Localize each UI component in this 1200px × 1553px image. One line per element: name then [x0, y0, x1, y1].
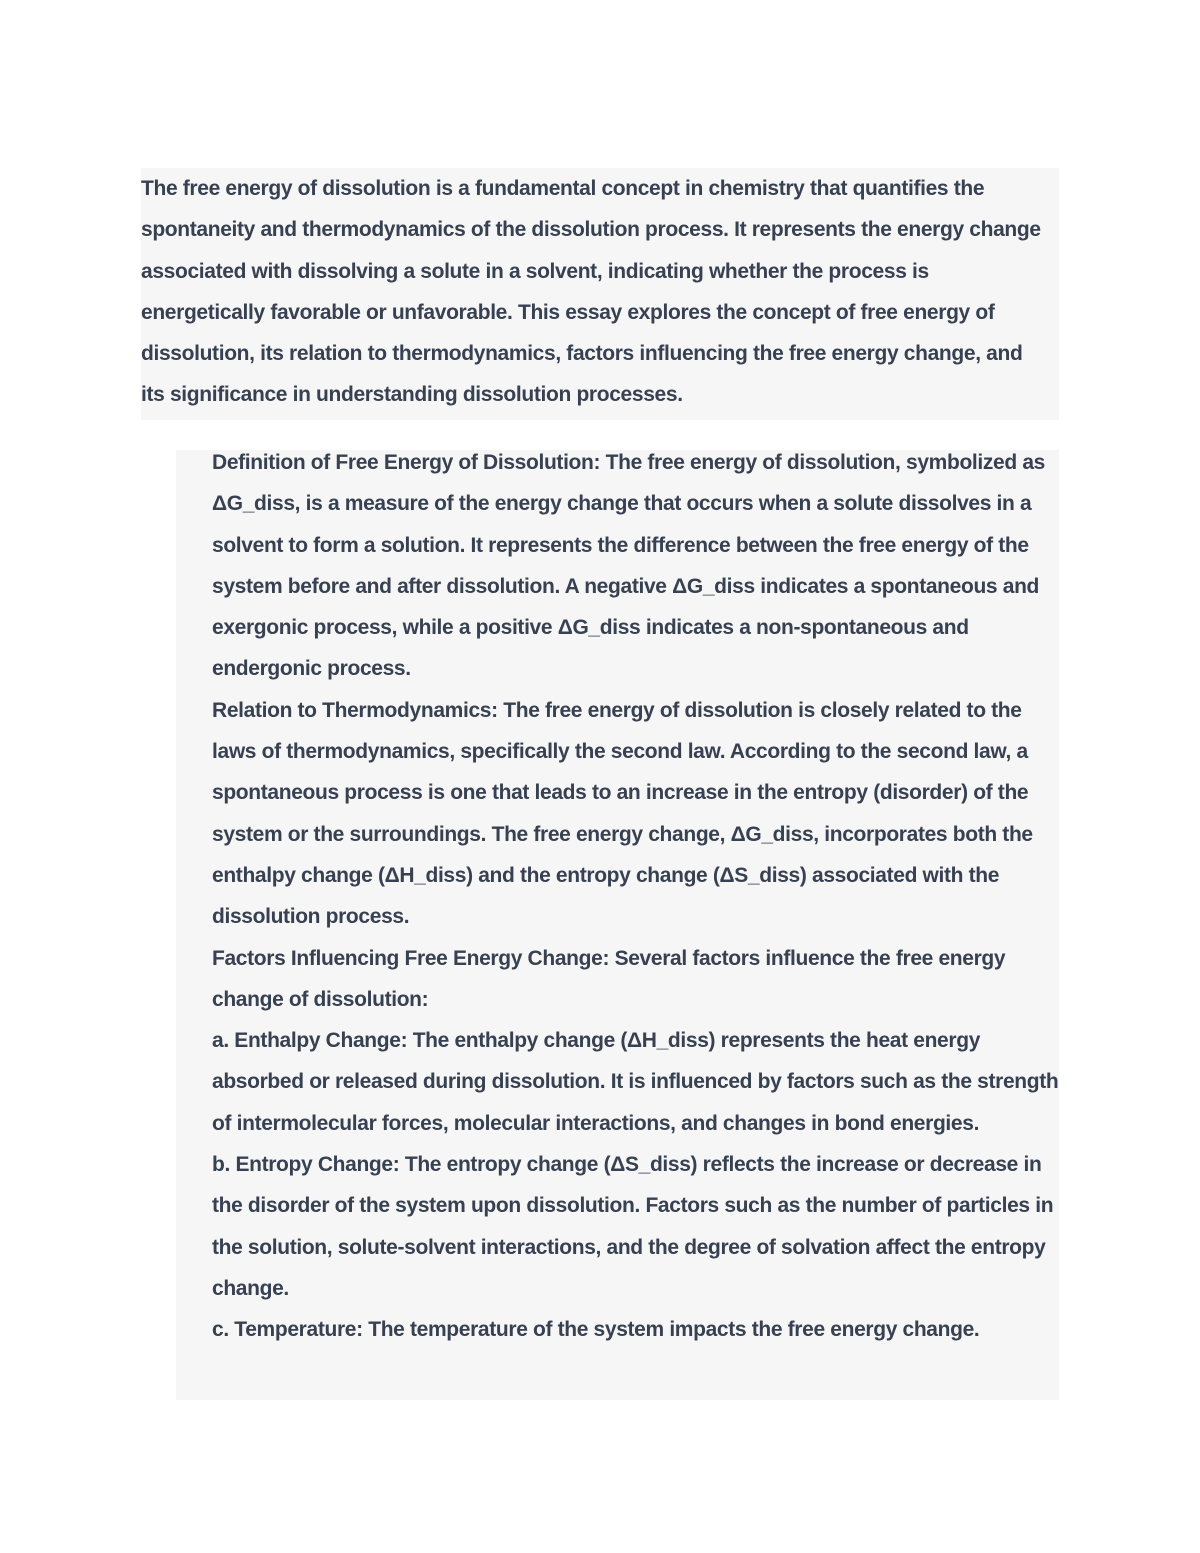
intro-block — [141, 168, 1059, 420]
intro-paragraph: The free energy of dissolution is a fundamental concept in chemistry that quantifies the spontaneity and thermodynamics of the dissolution process. It represents the energy change associated with dissolving a solute in a solvent, indicating whether the process is energetically favorable or unfavorable. This essay explores the concept of free energy of dissolution, its relation to thermodynamics, factors influencing the free energy change, and its significance in understanding dissolution processes. — [141, 177, 1041, 407]
factors-paragraph: Factors Influencing Free Energy Change: Several factors influence the free energy change of dissolution: — [212, 946, 1006, 1011]
temperature-paragraph: c. Temperature: The temperature of the system impacts the free energy change. — [212, 1318, 980, 1342]
definition-paragraph: Definition of Free Energy of Dissolution: The free energy of dissolution, symbolized as ΔG_diss, is a measure of the energy change that occurs when a solute dissolves in a solvent to form a solution. It represents the difference between the free energy of the system before and after dissolution. A negative ΔG_diss indicates a spontaneous and exergonic process, while a positive ΔG_diss indicates a non-spontaneous and endergonic process. — [212, 451, 1045, 681]
enthalpy-paragraph: a. Enthalpy Change: The enthalpy change (ΔH_diss) represents the heat energy absorbed or released during dissolution. It is influenced by factors such as the strength of intermolecular forces, molecular interactions, and changes in bond energies. — [212, 1029, 1059, 1135]
section-list — [212, 442, 1062, 1351]
thermodynamics-paragraph: Relation to Thermodynamics: The free energy of dissolution is closely related to the laws of thermodynamics, specifically the second law. According to the second law, a spontaneous process is one that leads to an increase in the entropy (disorder) of the system or the surroundings. The free energy change, ΔG_diss, incorporates both the enthalpy change (ΔH_diss) and the entropy change (ΔS_diss) associated with the dissolution process. — [212, 698, 1033, 929]
entropy-paragraph: b. Entropy Change: The entropy change (ΔS_diss) reflects the increase or decrease in the disorder of the system upon dissolution. Factors such as the number of particles in the solution, solute-solvent interactions, and the degree of solvation affect the entropy change. — [212, 1153, 1054, 1300]
indented-section-block — [176, 450, 1059, 1400]
